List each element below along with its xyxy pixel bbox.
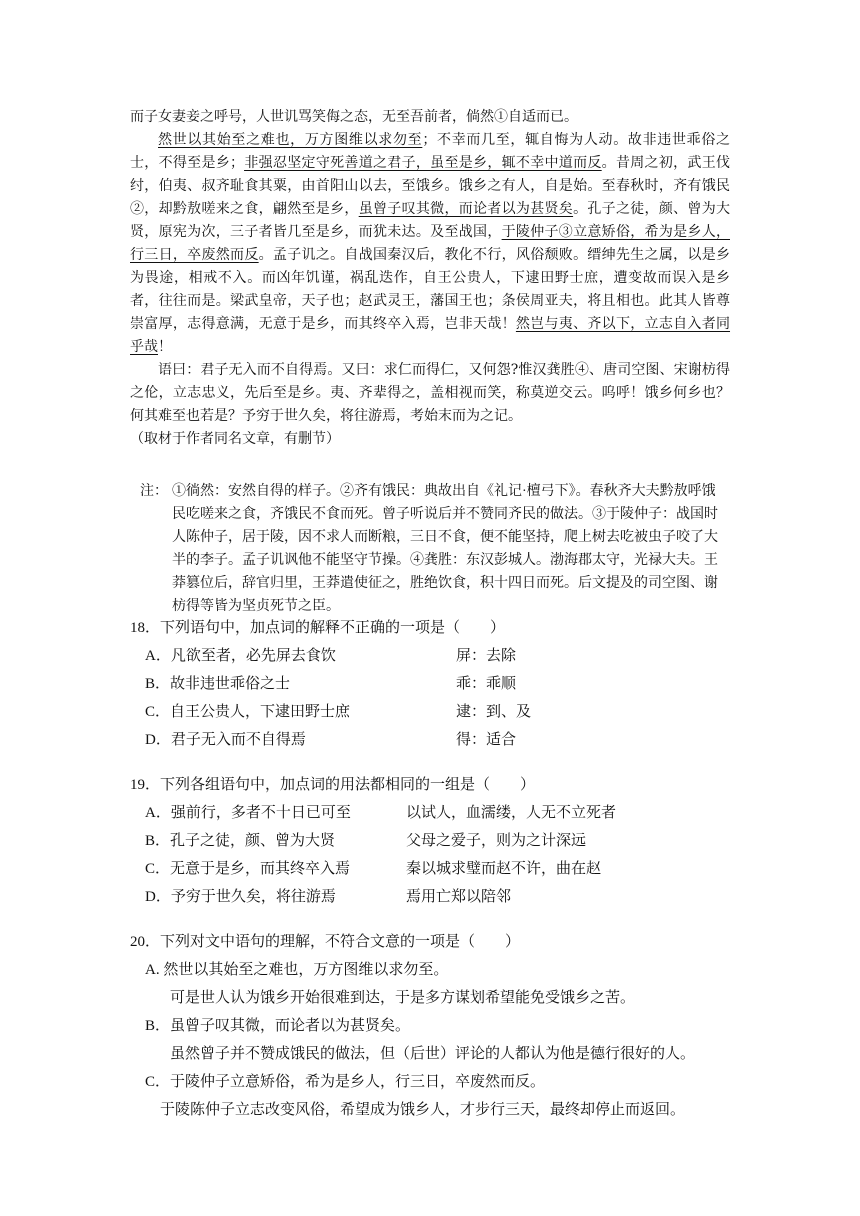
q18-option-b: B．故非违世乖俗之士 乖：乖顺 <box>145 676 517 692</box>
q19-option-a: A．强前行，多者不十日已可至 以试人，血濡缕，人无不立死者 <box>145 805 617 821</box>
question-18 <box>130 614 730 754</box>
q20-option-c-explanation: 于陵陈仲子立志改变风俗，希望成为饿乡人，才步行三天，最终却停止而返回。 <box>160 1102 686 1118</box>
question-19-stem: 19．下列各组语句中，加点词的用法都相同的一组是（ ） <box>130 777 536 793</box>
q20-option-a-explanation: 可是世人认为饿乡开始很难到达，于是多方谋划希望能免受饿乡之苦。 <box>170 990 636 1006</box>
q20-option-b-explanation: 虽然曾子并不赞成饿民的做法，但（后世）评论的人都认为他是德行很好的人。 <box>170 1046 696 1062</box>
question-18-stem: 18．下列语句中，加点词的解释不正确的一项是（ ） <box>130 620 506 636</box>
passage-line-0: 而子女妻妾之呼号，人世讥骂笑侮之态，无至吾前者，倘然①自适而已。 <box>130 109 578 125</box>
q19-option-b: B．孔子之徒，颜、曾为大贤 父母之爱子，则为之计深远 <box>145 833 587 849</box>
q18-option-a: A．凡欲至者，必先屏去食饮 屏：去除 <box>145 648 517 664</box>
passage-paragraph-1: 然世以其始至之难也，万方图维以求勿至；不幸而几至，辄自悔为人动。故非违世乖俗之士，不得至是乡；非强忍坚定守死善道之君子，虽至是乡，辄不幸中道而反。昔周之初，武王伐纣，伯夷、叔齐耻食其粟，由首阳山以去，至饿乡。饿乡之有人，自是始。至春秋时，齐有饿民②，却黔敖嗟来之食，翩然至是乡，虽曾子叹其微，而论者以为甚贤矣。孔子之徒，颜、曾为大贤，原宪为次，三子者皆几至是乡，而犹未达。及至战国，于陵仲子③立意矫俗，希为是乡人，行三日，卒废然而反。孟子讥之。自战国秦汉后，教化不行，风俗颓败。缙绅先生之属，以是乡为畏途，相戒不入。而凶年饥谨，祸乱迭作，自王公贵人，下逮田野士庶，遭变故而误入是乡者，往往而是。梁武皇帝，天子也；赵武灵王，藩国王也；条侯周亚夫，将且相也。此其人皆尊崇富厚，志得意满，无意于是乡，而其终卒入焉，岂非天哉！然岂与夷、齐以下，立志自入者同乎哉！ <box>130 132 731 355</box>
q19-option-c: C．无意于是乡，而其终卒入焉 秦以城求璧而赵不许，曲在赵 <box>145 861 602 877</box>
question-20-stem: 20．下列对文中语句的理解，不符合文意的一项是（ ） <box>130 934 521 950</box>
passage <box>130 106 730 451</box>
underlined-sentence-4: 于陵仲子③立意矫俗，希为是乡人，行三日，卒废然而反 <box>130 224 730 263</box>
q18-option-c: C．自王公贵人，下逮田野士庶 逮：到、及 <box>145 704 532 720</box>
question-19 <box>130 771 730 911</box>
notes-heading: 注： <box>140 484 168 499</box>
passage-source: （取材于作者同名文章，有删节） <box>130 431 340 447</box>
footnotes <box>140 480 730 618</box>
underlined-sentence-5: 然岂与夷、齐以下，立志自入者同乎哉 <box>130 316 731 355</box>
notes-body: ①徜然：安然自得的样子。②齐有饿民：典故出自《礼记·檀弓下》。春秋齐大夫黔敖呼饿民吃嗟来之食，齐饿民不食而死。曾子听说后并不赞同齐民的做法。③于陵仲子：战国时人陈仲子，居于陵，因不求人而断粮，三日不食，便不能坚持，爬上树去吃被虫子咬了大半的李子。孟子讥讽他不能坚守节操。④龚胜：东汉彭城人。渤海郡太守，光禄大夫。王莽篡位后，辞官归里，王莽遣使征之，胜绝饮食，积十四日而死。后文提及的司空图、谢枋得等皆为坚贞死节之臣。 <box>172 484 718 614</box>
underlined-sentence-1: 然世以其始至之难也，万方图维以求勿至 <box>158 132 423 148</box>
q19-option-d: D．予穷于世久矣，将往游焉 焉用亡郑以陪邻 <box>145 889 512 905</box>
question-20 <box>130 928 730 1124</box>
q20-option-b: B．虽曾子叹其微，而论者以为甚贤矣。 <box>145 1018 411 1034</box>
q20-option-c: C．于陵仲子立意矫俗，希为是乡人，行三日，卒废然而反。 <box>145 1074 546 1090</box>
underlined-sentence-3: 虽曾子叹其微，而论者以为甚贤矣 <box>358 201 574 217</box>
underlined-sentence-2: 非强忍坚定守死善道之君子，虽至是乡，辄不幸中道而反 <box>244 155 602 171</box>
q18-option-d: D．君子无入而不自得焉 得：适合 <box>145 732 517 748</box>
q20-option-a: A. 然世以其始至之难也，万方图维以求勿至。 <box>145 962 449 978</box>
passage-paragraph-2: 语曰：君子无入而不自得焉。又曰：求仁而得仁，又何怨?惟汉龚胜④、唐司空图、宋谢枋得之伦，立志忠义，先后至是乡。夷、齐辈得之，盖相视而笑，称莫逆交云。呜呼！饿乡何乡也？何其难至也若是？予穷于世久矣，将往游焉，考始末而为之记。 <box>130 362 730 424</box>
